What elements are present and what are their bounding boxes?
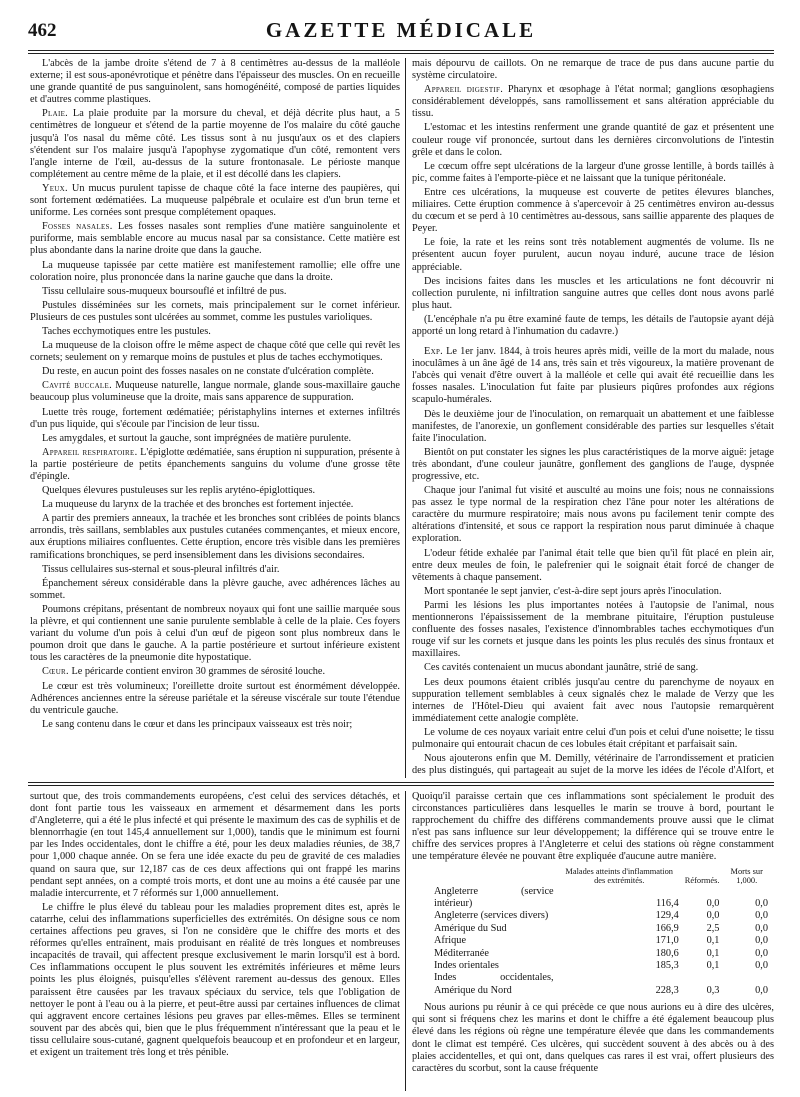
- paragraph-text: Du reste, en aucun point des fosses nasales on ne constate d'ulcération complète.: [42, 366, 374, 378]
- table-cell-morts: 0,0: [755, 947, 768, 959]
- table-cell-reformes: 0,1: [706, 935, 720, 947]
- article-column-bottom-left: [30, 791, 400, 1091]
- section-lead: Yeux.: [42, 182, 68, 194]
- table-cell-region: Indes occidentales, Amérique du Nord: [434, 972, 554, 996]
- table-cell-malades: 129,4: [655, 910, 679, 922]
- column-divider-top: [405, 58, 406, 778]
- table-cell-malades: 116,4: [656, 897, 679, 909]
- paragraph-text: Pustules disséminées sur les cornets, mais principalement sur le cornet inférieur. Plusieurs de ces pustules sont ulcérées au sommet, comme les pustules varioliques.: [30, 299, 400, 323]
- paragraph-text: surtout que, des trois commandements européens, c'est celui des services détachés, et dont font partie tous les vaisseaux en armement et désarmement dans les ports d'Angleterre, qui a été le plus infecté et qui présente le maximum des cas de syphilis et de blennorrhagie (en tout 145,4 annuellement sur 1,000), tandis que le minimum est fourni par les Indes occidentales, dont le chiffre a été, pour les deux maladies réunies, de 38,7 pour 1,000 chaque année. On se fera une idée exacte du peu de gravité de ces maladies quand on saura que, sur 12,187 cas de ces deux affections qui ont frappé les marins pendant sept années, on a compté trois morts, et dont une au moins a été causée par une maladie intercurrente, et 7 réformés sur 1,000 annuellement.: [30, 791, 400, 899]
- section-lead: Cavité buccale.: [42, 380, 112, 392]
- paragraph-text: Le foie, la rate et les reins sont très notablement augmentés de volume. Ils ne présentent aucun foyer purulent, aucun noyau induré, aucune trace de lésion appréciable.: [412, 237, 774, 273]
- paragraph: [412, 84, 774, 120]
- paragraph: [412, 346, 774, 406]
- paragraph-text: L'odeur fétide exhalée par l'animal était telle que bien qu'il fût placé en plein air, entre deux meules de foin, le palefrenier qui le soignait était forcé de changer de vêtements à chaque pansement.: [412, 547, 774, 583]
- paragraph-text: Tissu cellulaire sous-muqueux boursouflé et infiltré de pus.: [42, 285, 287, 297]
- paragraph: [30, 183, 400, 219]
- paragraph: [412, 161, 774, 185]
- section-lead: Appareil digestif.: [424, 84, 504, 96]
- paragraph-text: Le 1er janv. 1844, à trois heures après midi, veille de la mort du malade, nous inoculâmes à un âne âgé de 14 ans, très sain et très vigoureux, la matière provenant de l'abcès qui venait d'être ouvert à la malléole et celle qui avait été recueillie dans les fosses nasales. L'inoculation fut faite par plusieurs piqûres profondes aux régions scapulo-humérales.: [412, 346, 774, 406]
- paragraph-text: Luette très rouge, fortement œdématiée; péristaphylins internes et externes infiltrés d'un pus liquide, qui s'écoule par l'incision de leur tissu.: [30, 406, 400, 430]
- table-cell-morts: 0,0: [755, 935, 768, 947]
- paragraph: [30, 366, 400, 378]
- paragraph-text: La muqueuse de la cloison offre le même aspect de chaque côté que celle qui revêt les cornets; seulement on y remarque moins de pustules et plus de taches ecchymotiques.: [30, 340, 400, 364]
- table-cell-morts: 0,0: [755, 910, 768, 922]
- section-lead: Exp.: [424, 346, 444, 358]
- statistics-table: [434, 867, 774, 998]
- article-column-top-right: [412, 58, 774, 778]
- table-cell-malades: 185,3: [655, 960, 679, 971]
- paragraph: [412, 753, 774, 778]
- paragraph-text: Quelques élevures pustuleuses sur les replis aryténo-épiglottiques.: [42, 485, 316, 497]
- section-lead: Fosses nasales.: [42, 221, 113, 233]
- table-cell-region: Angleterre (service intérieur): [434, 885, 554, 909]
- table-cell-malades: 166,9: [655, 922, 679, 934]
- header-rule-top: [28, 50, 774, 51]
- table-cell-region: Afrique: [434, 935, 467, 947]
- table-cell-malades: 228,3: [655, 984, 679, 996]
- paragraph-text: La plaie produite par la morsure du cheval, et déjà décrite plus haut, a 5 centimètres de longueur et s'étend de la partie moyenne de l'os malaire du côté gauche jusqu'à l'os nasal du même côté. Les tissus sont à nu jusqu'aux os et des clapiers s'étendent sur l'os malaire jusqu'à l'apophyse zygomatique d'un côté, remontent vers l'angle interne de l'œil, au-dessus de la suture frontonasale. Le périoste manque complétement au centre même de la plaie, et il est décollé dans les clapiers.: [30, 108, 400, 180]
- paragraph: [30, 286, 400, 298]
- table-row: [434, 960, 774, 972]
- table-header-cell: [434, 867, 560, 886]
- paragraph-text: Le chiffre le plus élevé du tableau pour les maladies proprement dites est, après le catarrhe, celui des inflammations superficielles des extrémités. On désigne sous ce nom certaines affections peu graves, si l'on ne considère que le chiffre des morts et des réformes qu'elles entraînent, mais produisant en réalité de très longues et nombreuses incapacités de travail, qui affectent presque exclusivement le marin lorsqu'il est à bord. Ces inflammations occupent le plus souvent les extrémités inférieures et même leurs points les plus éloignés, puisqu'elles s'élèvent rarement au-dessus des genoux. Elles paraissent être causées par les travaux spéciaux du service, tels que l'obligation de nettoyer le pont à l'eau ou à la pierre, et peut-être aussi par certaines influences de climat qui aggravent encore certaines lésions peu graves par elles-mêmes. Elles se terminent souvent par des abcès qui, bien que le plus fréquemment n'intéressant que la peau et le tissu cellulaire sous-cutané, gagnent quelquefois beaucoup et en profondeur et en largeur, et exigent un traitement très long et très pénible.: [30, 901, 400, 1058]
- paragraph-text: (L'encéphale n'a pu être examiné faute de temps, les détails de l'autopsie ayant déjà apporté un long retard à l'inhumation du cadavre.): [412, 313, 774, 337]
- table-header-cell: Réformés.: [684, 876, 720, 886]
- paragraph: [412, 727, 774, 751]
- table-row: [434, 910, 774, 922]
- paragraph: [412, 677, 774, 725]
- paragraph: [30, 221, 400, 257]
- paragraph: [30, 485, 400, 497]
- paragraph: [412, 314, 774, 338]
- paragraph-text: Les amygdales, et surtout la gauche, sont imprégnées de matière purulente.: [42, 432, 352, 444]
- paragraph: [412, 548, 774, 584]
- paragraph-text: Dès le deuxième jour de l'inoculation, on remarquait un abattement et une faiblesse manifestes, de l'anorexie, un gonflement considérable des parties sur lesquelles s'était faite l'inoculation.: [412, 408, 774, 444]
- paragraph: [30, 108, 400, 181]
- paragraph: [412, 237, 774, 273]
- table-cell-morts: 0,0: [755, 922, 768, 934]
- paragraph: [30, 260, 400, 284]
- paragraph-text: Muqueuse naturelle, langue normale, glande sous-maxillaire gauche beaucoup plus volumineuse que la droite, mais sans apparence de suppuration.: [30, 380, 400, 404]
- paragraph-text: Les fosses nasales sont remplies d'une matière sanguinolente et puriforme, mais semblable encore au mucus nasal par sa consistance. Cette matière est plus abondante dans la narine droite que dans la gauche.: [30, 221, 400, 257]
- paragraph: [412, 600, 774, 660]
- paragraph-text: Nous ajouterons enfin que M. Demilly, vétérinaire de l'arrondissement et praticien des plus distingués, qui partageait au sujet de la morve les idées de l'école d'Alfort, et: [412, 753, 774, 777]
- table-header-cell: Morts sur 1,000.: [730, 866, 763, 886]
- table-cell-reformes: 0,3: [706, 984, 720, 996]
- page-number: 462: [28, 20, 57, 41]
- paragraph-text: Le sang contenu dans le cœur et dans les principaux vaisseaux est très noir;: [42, 718, 353, 730]
- section-rule-bottom: [28, 785, 774, 786]
- table-row: [434, 923, 774, 935]
- table-cell-reformes: 0,1: [706, 960, 720, 971]
- article-column-top-left: [30, 58, 400, 778]
- paragraph-text: Bientôt on put constater les signes les plus caractéristiques de la morve aiguë: jetage très abondant, d'une couleur jaunâtre, gonflement des ganglions de l'auge, dyspnée progressive, etc.: [412, 446, 774, 482]
- table-cell-reformes: 0,1: [706, 947, 720, 959]
- section-lead: Appareil respiratoire.: [42, 446, 138, 458]
- paragraph: [412, 662, 774, 674]
- table-cell-morts: 0,0: [755, 960, 768, 971]
- table-row: [434, 948, 774, 960]
- paragraph: [30, 578, 400, 602]
- table-cell-region: Méditerranée: [434, 947, 489, 959]
- paragraph-text: L'épiglotte œdématiée, sans éruption ni suppuration, présente à la partie postérieure de petits épanchements sanguins du volume d'une grosse tête d'épingle.: [30, 446, 400, 482]
- paragraph-text: L'abcès de la jambe droite s'étend de 7 à 8 centimètres au-dessus de la malléole externe; il est sous-aponévrotique et pénètre dans l'épaisseur des muscles. On en recueille une grande quantité de pus sanguinolent, sans homogénéité, composé de parties liquides et d'autres comme plastiques.: [30, 58, 400, 106]
- paragraph: [30, 902, 400, 1059]
- paragraph: [30, 58, 400, 106]
- paragraph: [412, 409, 774, 445]
- paragraph-text: Les deux poumons étaient criblés jusqu'au centre du parenchyme de noyaux en suppuration tellement semblables à ceux signalés chez le malade de Verzy que les internes de l'Hôtel-Dieu qui avaient fait avec nous l'autopsie remarquèrent immédiatement cette analogie complète.: [412, 676, 774, 724]
- paragraph: [30, 666, 400, 678]
- table-cell-reformes: 0,0: [706, 910, 720, 922]
- paragraph-text: Le cœur est très volumineux; l'oreillette droite surtout est énormément développée. Adhérences anciennes entre la séreuse pariétale et la séreuse viscérale sur toute l'étendue du ventricule gauche.: [30, 680, 400, 716]
- header-rule-bottom: [28, 53, 774, 54]
- column-divider-bottom: [405, 791, 406, 1091]
- paragraph-text: Parmi les lésions les plus importantes notées à l'autopsie de l'animal, nous mentionnerons l'épaississement de la membrane pituitaire, l'éruption pustuleuse confluente des fosses nasales, l'existence d'innombrables taches ecchymotiques d'un rouge vif sur les cornets et jusque dans les points les plus reculés des sinus frontaux et maxillaires.: [412, 599, 774, 660]
- paragraph: [30, 447, 400, 483]
- paragraph: Nous aurions pu réunir à ce qui précède ce que nous aurions eu à dire des ulcères, qui sont si fréquens chez les marins et dont le chiffre a été également beaucoup plus élevé dans les régions où règne une température élevée que dans les commandements dont le climat est tempéré. Ces ulcères, qui succèdent souvent à des abcès ou à des plaies accidentelles, et qui ont, dans quelques cas rares il est vrai, offert plusieurs des caractères du scorbut, sont la cause fréquente: [412, 1002, 774, 1074]
- table-cell-morts: 0,0: [755, 984, 768, 996]
- paragraph-text: Poumons crépitans, présentant de nombreux noyaux qui font une saillie marquée sous la plèvre, et qui contiennent une sanie purulente semblable à celle de la plaie. Ces foyers variant du volume d'un pois à celui d'un œuf de pigeon sont plus nombreux dans le poumon droit que dans le gauche. A la partie postérieure et surtout inférieure existent tous les caractères de la pneumonie dite hypostatique.: [30, 603, 400, 664]
- paragraph-text: Ces cavités contenaient un mucus abondant jaunâtre, strié de sang.: [424, 662, 699, 674]
- paragraph-text: La muqueuse du larynx de la trachée et des bronches est fortement injectée.: [42, 499, 354, 511]
- paragraph: [412, 122, 774, 158]
- paragraph-text: Chaque jour l'animal fut visité et ausculté au moins une fois; nous ne connaissions pas assez le type normal de la respiration chez l'âne pour noter les altérations de caractère du murmure respiratoire; mais nous avons pu facilement tenir compte des altérations d'intensité, et sous ce rapport la respiration nous parut diminuée à chaque exploration.: [412, 485, 774, 545]
- table-header-cell: Malades atteints d'inflammation des extrémités.: [565, 866, 673, 886]
- table-cell-morts: 0,0: [755, 897, 768, 909]
- paragraph-text: Le volume de ces noyaux variait entre celui d'un pois et celui d'une noisette; le tissu pulmonaire qui entourait chacun de ces lobules était crépitant et parfaisait sain.: [412, 726, 774, 750]
- paragraph-text: Mort spontanée le sept janvier, c'est-à-dire sept jours après l'inoculation.: [424, 585, 722, 597]
- paragraph: [30, 681, 400, 717]
- table-cell-malades: 180,6: [655, 947, 679, 959]
- paragraph: [30, 564, 400, 576]
- table-row: [434, 935, 774, 947]
- paragraph: [30, 433, 400, 445]
- paragraph: [412, 276, 774, 312]
- table-cell-reformes: 2,5: [706, 922, 720, 934]
- paragraph: [30, 791, 400, 900]
- table-cell-region: Indes orientales: [434, 960, 499, 971]
- paragraph-text: Pharynx et œsophage à l'état normal; ganglions œsophagiens considérablement développés, sans ramollissement et sans altération appréciable du tissu.: [412, 84, 774, 120]
- paragraph: [412, 187, 774, 235]
- paragraph-text: Des incisions faites dans les muscles et les articulations ne font découvrir ni collection purulente, ni infiltration sanguine autres que celles dont nous avons parlé plus haut.: [412, 275, 774, 311]
- paragraph-text: Le cœcum offre sept ulcérations de la largeur d'une grosse lentille, à bords taillés à pic, comme faites à l'emporte-pièce et ne laissant que la tunique péritonéale.: [412, 160, 774, 184]
- page-header: [28, 14, 774, 48]
- paragraph: [30, 604, 400, 664]
- paragraph-text: Le péricarde contient environ 30 grammes de sérosité louche.: [71, 666, 326, 678]
- paragraph: [30, 326, 400, 338]
- paragraph: [30, 380, 400, 404]
- section-lead: Plaie.: [42, 108, 69, 120]
- paragraph: [412, 58, 774, 82]
- paragraph: [30, 300, 400, 324]
- table-cell-reformes: 0,0: [706, 897, 720, 909]
- article-column-bottom-right: [412, 791, 774, 1091]
- paragraph-text: La muqueuse tapissée par cette matière est manifestement ramollie; elle offre une coloration noire, plus prononcée dans la narine gauche que dans la droite.: [30, 259, 400, 283]
- paragraph-text: Taches ecchymotiques entre les pustules.: [42, 325, 211, 337]
- table-cell-region: Angleterre (services divers): [434, 910, 549, 922]
- section-rule-top: [28, 782, 774, 783]
- paragraph-text: Un mucus purulent tapisse de chaque côté la face interne des paupières, qui sont fortement œdématiées. La muqueuse palpébrale et oculaire est d'un brun terne et uniforme. Les cornées sont presque complétement opaques.: [30, 182, 400, 219]
- paragraph-text: A partir des premiers anneaux, la trachée et les bronches sont criblées de points blancs arrondis, très saillans, semblables aux pustules cutanées commençantes, et mieux encore, aux éruptions miliaires confluentes. Cette éruption, encore très visible dans les premières ramifications bronchiques, se perd insensiblement dans les divisions secondaires.: [30, 513, 400, 561]
- paragraph: [30, 407, 400, 431]
- table-row: [434, 972, 774, 997]
- table-cell-malades: 171,0: [655, 935, 679, 947]
- paragraph: [30, 499, 400, 511]
- paragraph-text: Tissus cellulaires sus-sternal et sous-pleural infiltrés d'air.: [42, 563, 280, 575]
- paragraph: [412, 586, 774, 598]
- paragraph: [412, 447, 774, 483]
- paragraph-text: L'estomac et les intestins renferment une grande quantité de gaz et présentent une couleur rouge vif prononcée, surtout dans les dernières circonvolutions de l'intestin grêle et dans le colon.: [412, 122, 774, 158]
- paragraph: [30, 513, 400, 561]
- journal-title: GAZETTE MÉDICALE: [265, 18, 537, 42]
- paragraph-text: Entre ces ulcérations, la muqueuse est couverte de petites élevures blanches, miliaires. Cette éruption commence à s'apercevoir à 25 centimètres environ au-dessus du cœcum et se perd à 10 centimètres au-dessous, sans saillie apparente des plaques de Peyer.: [412, 186, 774, 235]
- table-row: [434, 886, 774, 911]
- paragraph: [30, 719, 400, 731]
- paragraph: [412, 485, 774, 545]
- paragraph-text: mais dépourvu de caillots. On ne remarque de trace de pus dans aucune partie du système circulatoire.: [412, 58, 774, 82]
- paragraph: Quoiqu'il paraisse certain que ces inflammations sont spécialement le produit des circonstances particulières dans lesquelles le marin se trouve à bord, pourtant le rapprochement du chiffre des différens commandements prouve aussi que le climat n'est pas sans influence sur leur développement; la différence qui se trouve entre le chiffre des services propres à l'Angleterre et celui des stations où règne constamment une température élevée ne pouvant être expliquée d'aucune autre manière.: [412, 791, 774, 863]
- paragraph-text: Épanchement séreux considérable dans la plèvre gauche, avec adhérences lâches au sommet.: [30, 577, 400, 601]
- paragraph: [30, 340, 400, 364]
- table-cell-region: Amérique du Sud: [434, 922, 507, 934]
- section-lead: Cœur.: [42, 666, 69, 678]
